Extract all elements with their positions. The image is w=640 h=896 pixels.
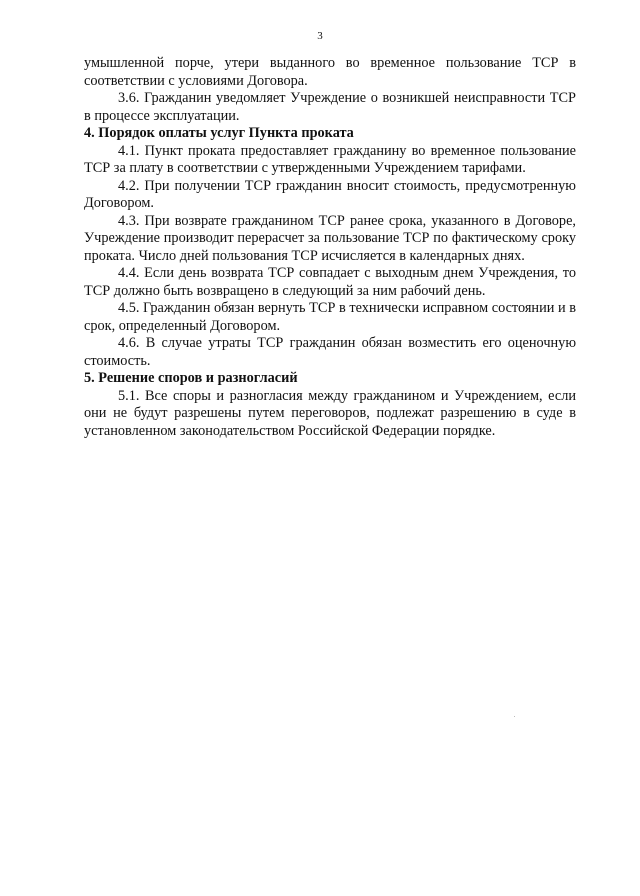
item-4-6: 4.6. В случае утраты ТСР гражданин обязан возместить его оценочную стоимость. — [84, 335, 576, 369]
item-5-1: 5.1. Все споры и разногласия между гражданином и Учреждением, если они не будут разрешены путем переговоров, подлежат разрешению в суде в установленном законодательством Российской Федерации порядке. — [84, 387, 576, 439]
item-4-2: 4.2. При получении ТСР гражданин вносит стоимость, предусмотренную Договором. — [84, 177, 576, 211]
item-4-5: 4.5. Гражданин обязан вернуть ТСР в технически исправном состоянии и в срок, определенный Договором. — [84, 300, 576, 334]
scan-speck — [514, 716, 515, 717]
item-4-3: 4.3. При возврате гражданином ТСР ранее срока, указанного в Договоре, Учреждение производит перерасчет за пользование ТСР по фактическому сроку проката. Число дней пользования ТСР исчисляется в календарных днях. — [84, 212, 576, 264]
section-4-title: 4. Порядок оплаты услуг Пункта проката — [84, 125, 354, 141]
document-body — [84, 55, 576, 440]
page-number: 3 — [317, 30, 323, 42]
section-3-continuation: умышленной порче, утери выданного во временное пользование ТСР в соответствии с условиями Договора. — [84, 55, 576, 89]
item-4-1: 4.1. Пункт проката предоставляет гражданину во временное пользование ТСР за плату в соответствии с утвержденными Учреждением тарифами. — [84, 142, 576, 176]
section-5-title: 5. Решение споров и разногласий — [84, 370, 298, 386]
item-4-4: 4.4. Если день возврата ТСР совпадает с выходным днем Учреждения, то ТСР должно быть возвращено в следующий за ним рабочий день. — [84, 265, 576, 299]
item-3-6: 3.6. Гражданин уведомляет Учреждение о возникшей неисправности ТСР в процессе эксплуатации. — [84, 90, 576, 124]
